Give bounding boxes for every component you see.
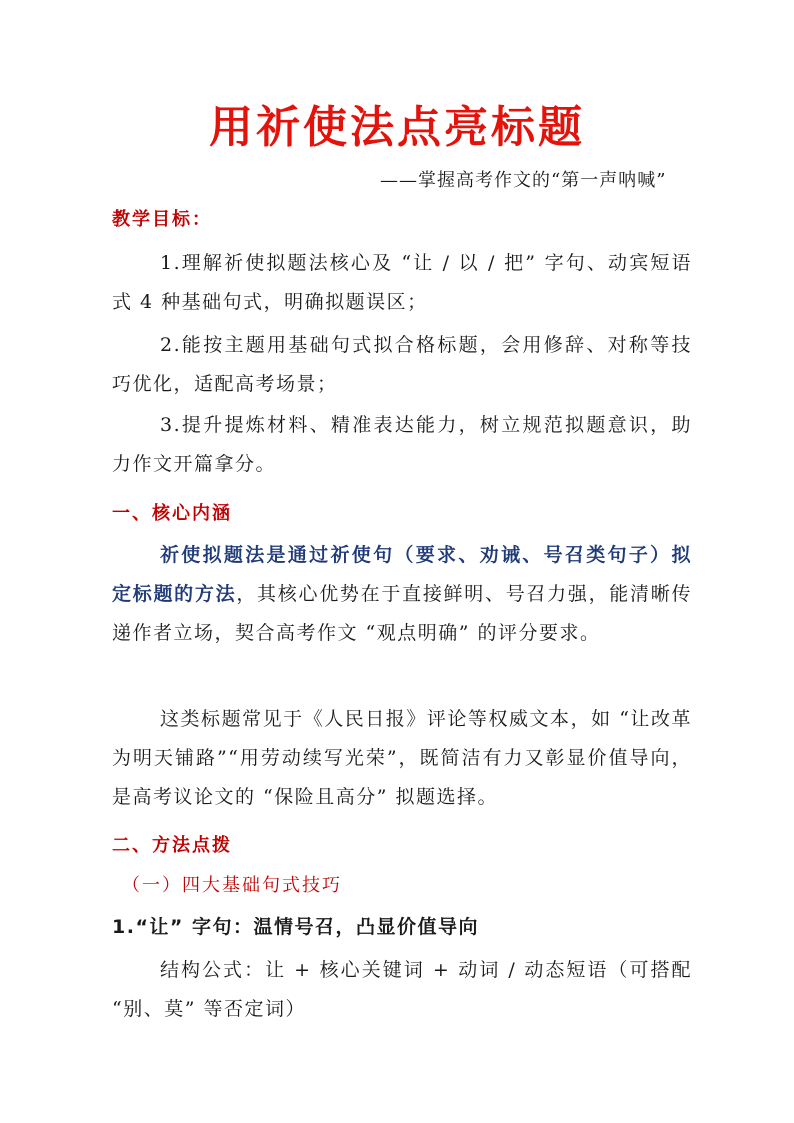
document-title: 用祈使法点亮标题 (209, 102, 585, 153)
section2-heading: 二、方法点拨 (112, 835, 232, 856)
document-subtitle: ——掌握高考作文的“第一声呐喊” (380, 170, 667, 191)
section1-heading: 一、核心内涵 (112, 503, 232, 524)
objective-3: 3.提升提炼材料、精准表达能力，树立规范拟题意识，助力作文开篇拿分。 (112, 414, 692, 475)
section1-definition-rest: ，其核心优势在于直接鲜明、号召力强，能清晰传递作者立场，契合高考作文 “观点明确” 的评分要求。 (112, 583, 692, 644)
section1-paragraph-1 (112, 536, 692, 653)
objectives-heading: 教学目标： (112, 209, 212, 230)
section1-paragraph-2: 这类标题常见于《人民日报》评论等权威文本，如 “让改革为明天铺路”“用劳动续写光荣”，既简洁有力又彰显价值导向，是高考议论文的 “保险且高分” 拟题选择。 (112, 708, 692, 808)
section2-subheading: （一）四大基础句式技巧 (122, 875, 342, 896)
item1-title: 1.“让” 字句：温情号召，凸显价值导向 (112, 916, 480, 938)
objective-2: 2.能按主题用基础句式拟合格标题，会用修辞、对称等技巧优化，适配高考场景； (112, 334, 692, 395)
objective-1: 1.理解祈使拟题法核心及 “让 / 以 / 把” 字句、动宾短语式 4 种基础句式，明确拟题误区； (112, 252, 692, 313)
item1-formula: 结构公式：让 + 核心关键词 + 动词 / 动态短语（可搭配 “别、莫” 等否定词） (112, 959, 692, 1020)
section1-definition-emphasis: 祈使拟题法是通过祈使句（要求、劝诫、号召类句子）拟定标题的方法 (112, 544, 692, 605)
